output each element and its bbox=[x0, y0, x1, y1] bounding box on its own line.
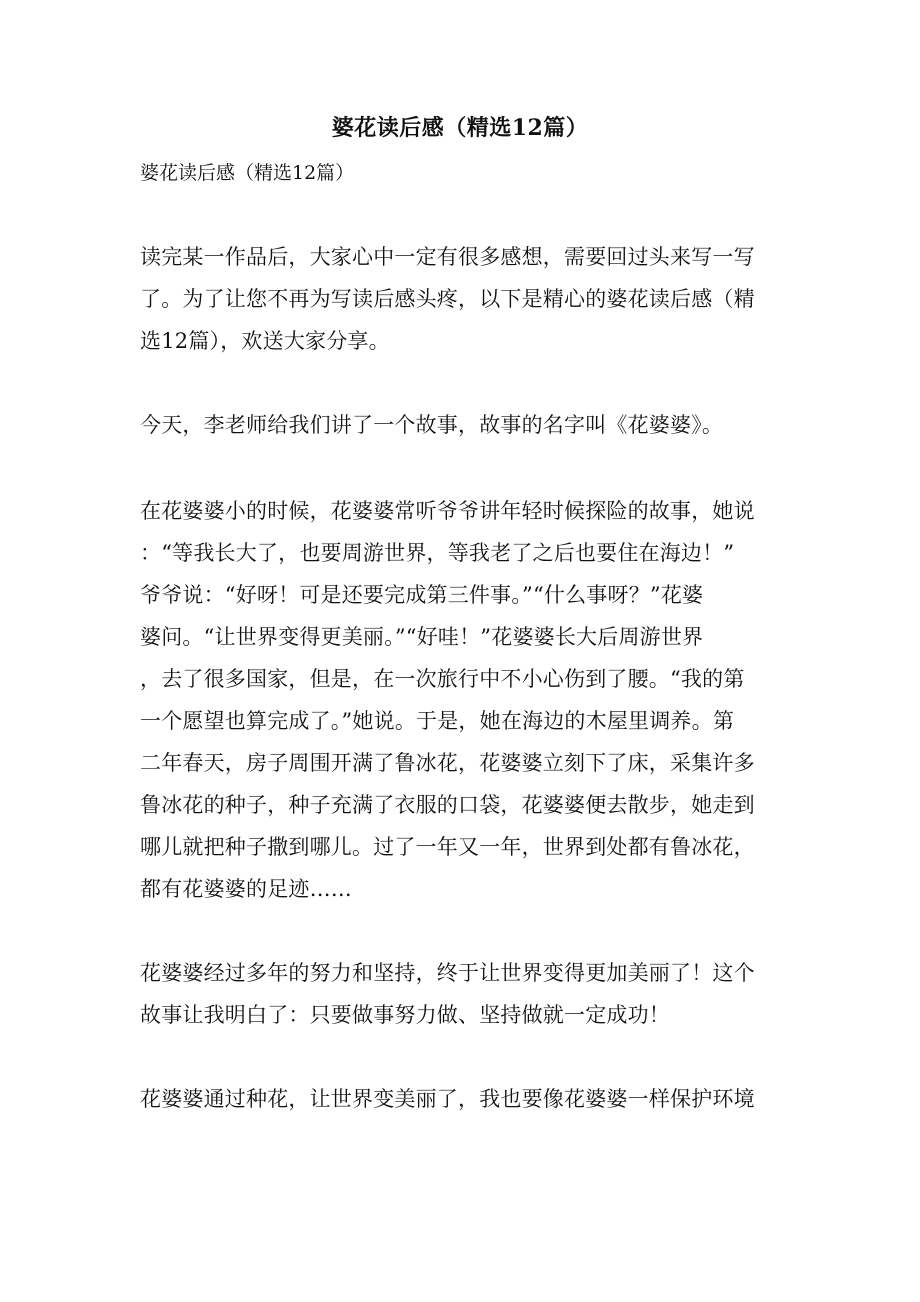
paragraph-2-line-1: 今天，李老师给我们讲了一个故事，故事的名字叫《花婆婆》。 bbox=[140, 413, 724, 437]
paragraph-3-line-2: ：“等我长大了，也要周游世界，等我老了之后也要住在海边！” bbox=[140, 541, 735, 565]
paragraph-3-line-3: 爷爷说：“好呀！可是还要完成第三件事。”“什么事呀？”花婆 bbox=[140, 583, 704, 607]
paragraph-3-line-7: 二年春天，房子周围开满了鲁冰花，花婆婆立刻下了床，采集许多 bbox=[140, 751, 755, 775]
paragraph-4-line-1: 花婆婆经过多年的努力和坚持，终于让世界变得更加美丽了！这个 bbox=[140, 961, 755, 985]
paragraph-5-line-1: 花婆婆通过种花，让世界变美丽了，我也要像花婆婆一样保护环境 bbox=[140, 1087, 755, 1111]
paragraph-3-line-10: 都有花婆婆的足迹…… bbox=[140, 877, 352, 901]
paragraph-3-line-1: 在花婆婆小的时候，花婆婆常听爷爷讲年轻时候探险的故事，她说 bbox=[140, 499, 755, 523]
paragraph-3-line-6: 一个愿望也算完成了。”她说。于是，她在海边的木屋里调养。第 bbox=[140, 709, 735, 733]
paragraph-4-line-2: 故事让我明白了：只要做事努力做、坚持做就一定成功！ bbox=[140, 1003, 670, 1027]
paragraph-3-line-8: 鲁冰花的种子，种子充满了衣服的口袋，花婆婆便去散步，她走到 bbox=[140, 793, 755, 817]
paragraph-1-line-1: 读完某一作品后，大家心中一定有很多感想，需要回过头来写一写 bbox=[140, 245, 755, 269]
document-subtitle: 婆花读后感（精选12篇） bbox=[140, 162, 355, 184]
paragraph-3-line-4: 婆问。“让世界变得更美丽。”“好哇！”花婆婆长大后周游世界 bbox=[140, 625, 704, 649]
paragraph-1-line-3: 选12篇），欢送大家分享。 bbox=[140, 329, 390, 353]
document-title: 婆花读后感（精选12篇） bbox=[331, 115, 589, 141]
paragraph-1-line-2: 了。为了让您不再为写读后感头疼，以下是精心的婆花读后感（精 bbox=[140, 287, 755, 311]
paragraph-3-line-5: ，去了很多国家，但是，在一次旅行中不小心伤到了腰。“我的第 bbox=[140, 667, 745, 691]
paragraph-3-line-9: 哪儿就把种子撒到哪儿。过了一年又一年，世界到处都有鲁冰花， bbox=[140, 835, 755, 859]
